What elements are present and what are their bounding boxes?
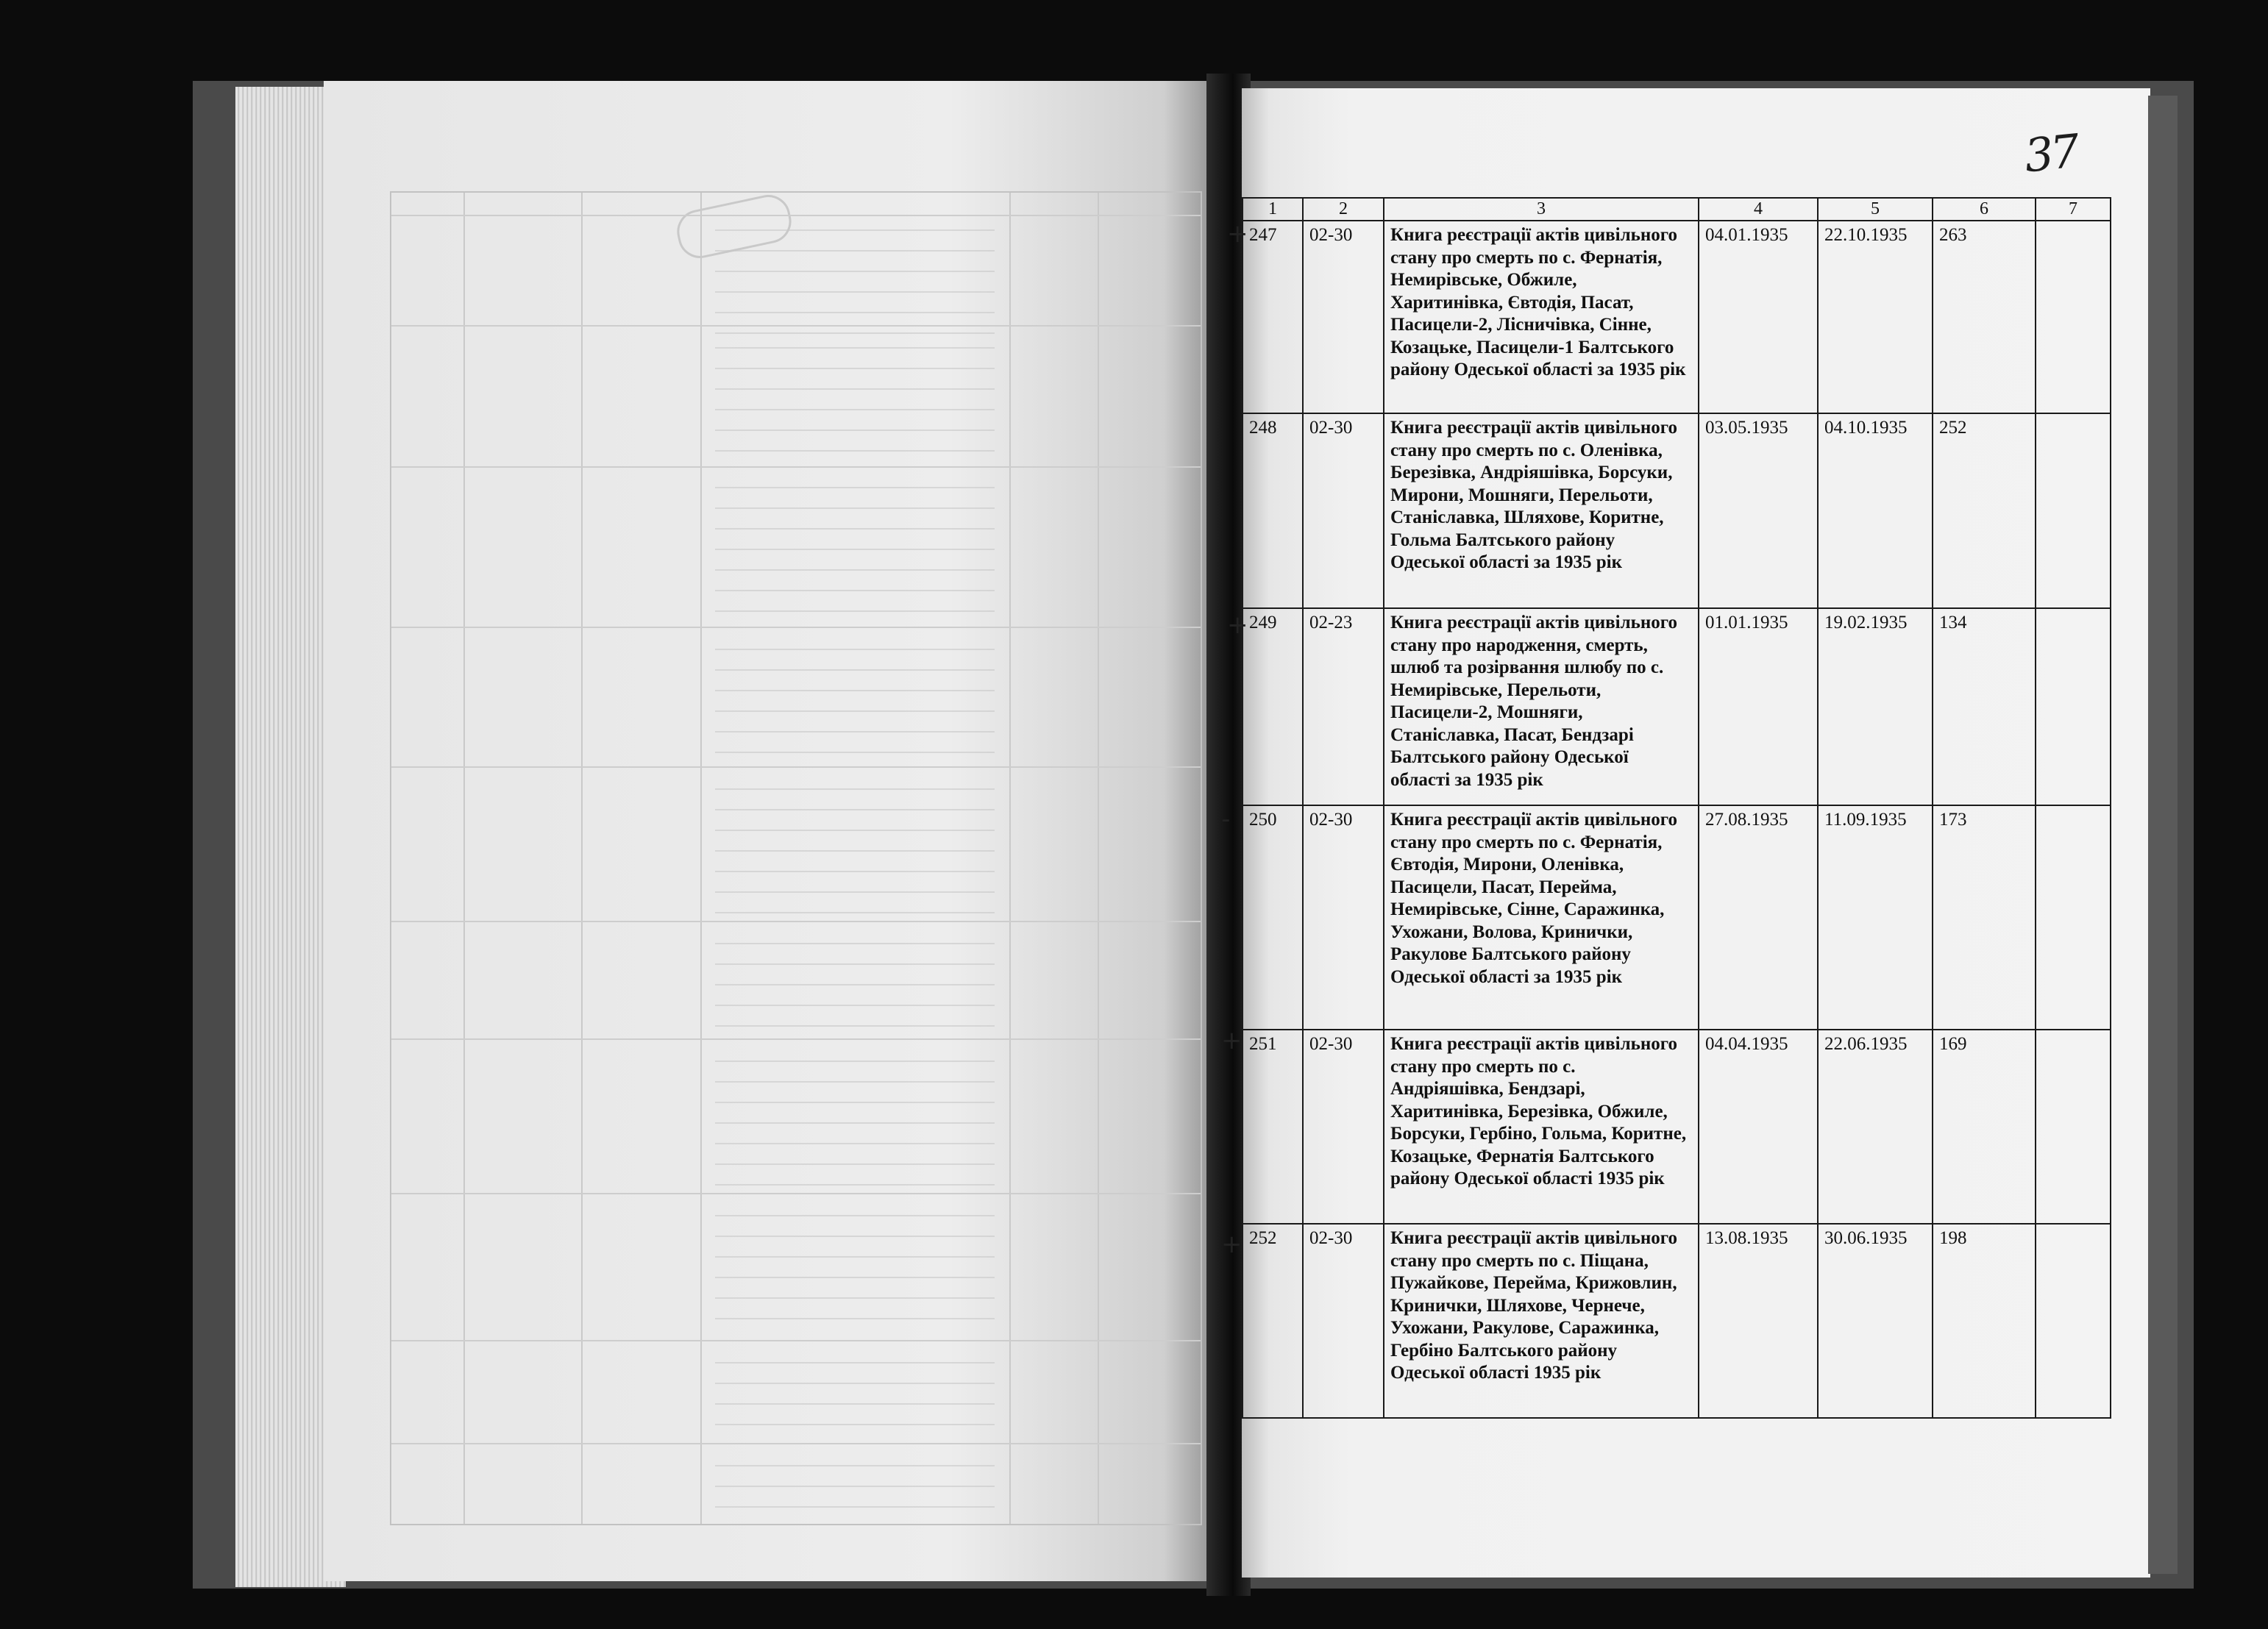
table-row (1243, 221, 2111, 413)
row-sheets: 134 (1933, 608, 2036, 805)
row-end-date: 04.10.1935 (1818, 413, 1933, 608)
row-sheets: 252 (1933, 413, 2036, 608)
table-row (1243, 413, 2111, 608)
table-row (1243, 805, 2111, 1030)
row-note (2036, 805, 2111, 1030)
row-description: Книга реєстрації актів цивільного стану про народження, смерть, шлюб та розірвання шлюбу по с. Немирівське, Перельоти, Пасицели-2, Мошняги, Станіславка, Пасат, Бендзарі Балтського району Одеської області за 1935 рік (1384, 608, 1699, 805)
row-sheets: 263 (1933, 221, 2036, 413)
margin-tick: + (1227, 610, 1248, 640)
row-number: 248 (1243, 413, 1303, 608)
row-description: Книга реєстрації актів цивільного стану про смерть по с. Фернатія, Євтодія, Мирони, Оленівка, Пасицели, Пасат, Перейма, Немирівське, Сінне, Саражинка, Ухожани, Волова, Кринички, Ракулове Балтського району Одеської області за 1935 рік (1384, 805, 1699, 1030)
row-start-date: 01.01.1935 (1699, 608, 1818, 805)
row-description: Книга реєстрації актів цивільного стану про смерть по с. Фернатія, Немирівське, Обжиле, Харитинівка, Євтодія, Пасат, Пасицели-2, Лісничівка, Сінне, Козацьке, Пасицели-1 Балтського району Одеської області за 1935 рік (1384, 221, 1699, 413)
row-code: 02-30 (1303, 221, 1384, 413)
row-note (2036, 608, 2111, 805)
row-note (2036, 413, 2111, 608)
register-table (1242, 197, 2111, 1419)
row-code: 02-30 (1303, 413, 1384, 608)
row-end-date: 19.02.1935 (1818, 608, 1933, 805)
table-row (1243, 1030, 2111, 1224)
header-cell: 2 (1303, 198, 1384, 221)
row-code: 02-30 (1303, 1224, 1384, 1418)
row-code: 02-23 (1303, 608, 1384, 805)
row-end-date: 22.10.1935 (1818, 221, 1933, 413)
row-description: Книга реєстрації актів цивільного стану про смерть по с. Оленівка, Березівка, Андріяшівка, Борсуки, Мирони, Мошняги, Перельоти, Станіславка, Шляхове, Коритне, Гольма Балтського району Одеської області за 1935 рік (1384, 413, 1699, 608)
row-number: 249 (1243, 608, 1303, 805)
table-row (1243, 608, 2111, 805)
header-cell: 1 (1243, 198, 1303, 221)
margin-tick: + (1221, 1026, 1243, 1055)
table-row (1243, 1224, 2111, 1418)
row-start-date: 03.05.1935 (1699, 413, 1818, 608)
page-number: 37 (2022, 124, 2080, 183)
row-description: Книга реєстрації актів цивільного стану про смерть по с. Андріяшівка, Бендзарі, Харитинівка, Березівка, Обжиле, Борсуки, Гербіно, Гольма, Коритне, Козацьке, Фернатія Балтського району Одеської області 1935 рік (1384, 1030, 1699, 1224)
row-code: 02-30 (1303, 1030, 1384, 1224)
row-note (2036, 1224, 2111, 1418)
header-cell: 5 (1818, 198, 1933, 221)
row-number: 251 (1243, 1030, 1303, 1224)
row-end-date: 30.06.1935 (1818, 1224, 1933, 1418)
row-sheets: 198 (1933, 1224, 2036, 1418)
row-sheets: 173 (1933, 805, 2036, 1030)
row-end-date: 22.06.1935 (1818, 1030, 1933, 1224)
row-number: 252 (1243, 1224, 1303, 1418)
margin-tick: + (1221, 1230, 1243, 1259)
row-start-date: 04.01.1935 (1699, 221, 1818, 413)
header-cell: 3 (1384, 198, 1699, 221)
row-start-date: 27.08.1935 (1699, 805, 1818, 1030)
row-description: Книга реєстрації актів цивільного стану про смерть по с. Піщана, Пужайкове, Перейма, Крижовлин, Кринички, Шляхове, Чернече, Ухожани, Ракулове, Саражинка, Гербіно Балтського району Одеської області 1935 рік (1384, 1224, 1699, 1418)
row-code: 02-30 (1303, 805, 1384, 1030)
header-cell: 4 (1699, 198, 1818, 221)
margin-tick: + (1227, 219, 1248, 249)
header-cell: 7 (2036, 198, 2111, 221)
row-number: 247 (1243, 221, 1303, 413)
row-end-date: 11.09.1935 (1818, 805, 1933, 1030)
row-note (2036, 221, 2111, 413)
row-number: 250 (1243, 805, 1303, 1030)
row-sheets: 169 (1933, 1030, 2036, 1224)
row-start-date: 04.04.1935 (1699, 1030, 1818, 1224)
row-note (2036, 1030, 2111, 1224)
row-start-date: 13.08.1935 (1699, 1224, 1818, 1418)
margin-tick: - (1221, 805, 1231, 834)
left-page (324, 81, 1217, 1581)
table-header-row (1243, 198, 2111, 221)
book-edge (2148, 96, 2178, 1574)
header-cell: 6 (1933, 198, 2036, 221)
bleed-through-table (390, 191, 1202, 1525)
